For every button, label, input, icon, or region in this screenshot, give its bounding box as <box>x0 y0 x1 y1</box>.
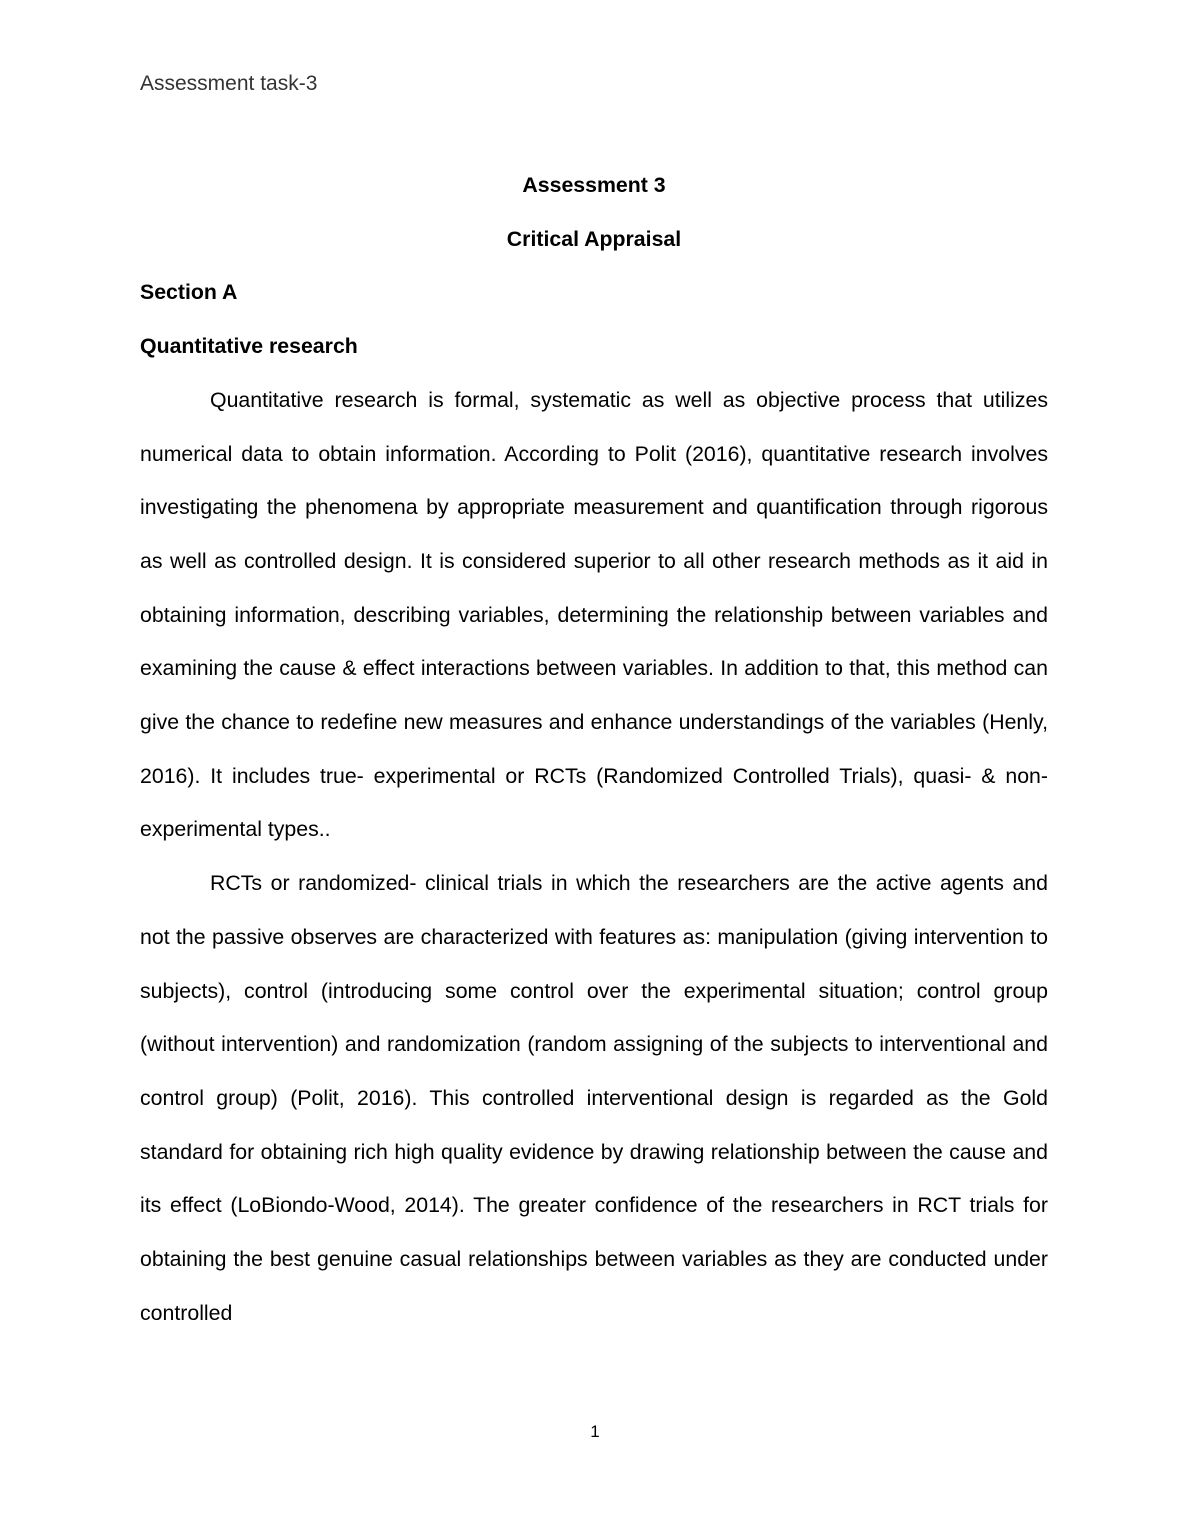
page-header: Assessment task-3 <box>140 72 318 95</box>
section-heading: Section A <box>140 280 238 305</box>
paragraph: RCTs or randomized- clinical trials in which the researchers are the active agents and not the passive observes are characterized with features as: manipulation (giving intervention to subjects), control (introducing some control over the experimental situation; control group (without intervention) and randomization (random assigning of the subjects to interventional and control group) (Polit, 2016). This controlled interventional design is regarded as the Gold standard for obtaining rich high quality evidence by drawing relationship between the cause and its effect (LoBiondo-Wood, 2014). The greater confidence of the researchers in RCT trials for obtaining the best genuine casual relationships between variables as they are conducted under controlled <box>140 871 1048 1325</box>
document-subtitle: Critical Appraisal <box>506 226 682 251</box>
document-title: Assessment 3 <box>522 173 666 197</box>
subsection-heading: Quantitative research <box>140 334 358 359</box>
page-number: 1 <box>590 1422 600 1441</box>
document-body <box>140 159 1048 1340</box>
paragraph: Quantitative research is formal, systematic as well as objective process that utilizes numerical data to obtain information. According to Polit (2016), quantitative research involves investigating the phenomena by appropriate measurement and quantification through rigorous as well as controlled design. It is considered superior to all other research methods as it aid in obtaining information, describing variables, determining the relationship between variables and examining the cause & effect interactions between variables. In addition to that, this method can give the chance to redefine new measures and enhance understandings of the variables (Henly, 2016). It includes true- experimental or RCTs (Randomized Controlled Trials), quasi- & non-experimental types.. <box>140 387 1048 842</box>
